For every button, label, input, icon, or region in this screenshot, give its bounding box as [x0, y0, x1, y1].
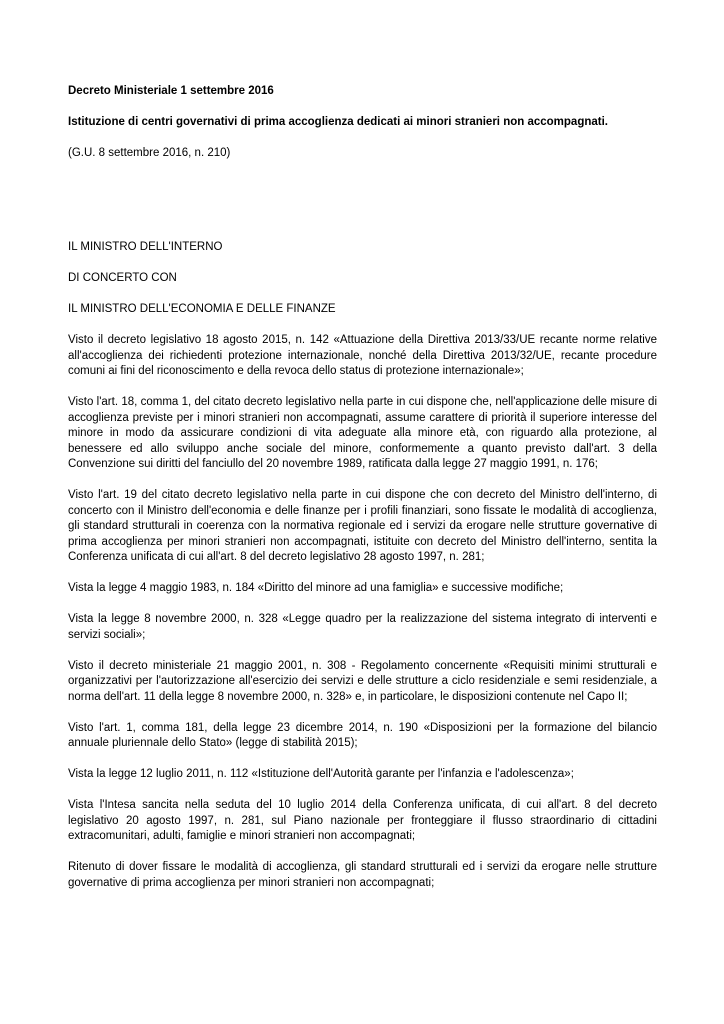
- paragraph-visto-art-18: Visto l'art. 18, comma 1, del citato decreto legislativo nella parte in cui dispone che, nell'applicazione delle misure di accoglienza previste per i minori stranieri non accompagnati, assume carattere di priorità il superiore interesse del minore in modo da assicurare condizioni di vita adeguate alla minore età, con riguardo alla protezione, al benessere ed allo sviluppo anche sociale del minore, conformemente a quanto previsto dall'art. 3 della Convenzione sui diritti del fanciullo del 20 novembre 1989, ratificata dalla legge 27 maggio 1991, n. 176;: [68, 396, 657, 470]
- paragraph-visto-dm-2001: Visto il decreto ministeriale 21 maggio 2001, n. 308 - Regolamento concernente «Requisiti minimi strutturali e organizzativi per l'autorizzazione all'esercizio dei servizi e delle strutture a ciclo residenziale e semi residenziale, a norma dell'art. 11 della legge 8 novembre 2000, n. 328» e, in particolare, le disposizioni contenute nel Capo II;: [68, 659, 657, 703]
- paragraph-visto-dlgs-142: Visto il decreto legislativo 18 agosto 2015, n. 142 «Attuazione della Direttiva 2013/33/UE recante norme relative all'accoglienza dei richiedenti protezione internazionale, nonché della Direttiva 2013/32/UE, recante procedure comuni ai fini del riconoscimento e della revoca dello status di protezione internazionale»;: [68, 334, 657, 377]
- paragraph-visto-art-19: Visto l'art. 19 del citato decreto legislativo nella parte in cui dispone che con decreto del Ministro dell'interno, di concerto con il Ministro dell'economia e delle finanze per i profili finanziari, sono fissate le modalità di accoglienza, gli standard strutturali in coerenza con la normativa regionale ed i servizi da erogare nelle strutture governative di prima accoglienza per minori stranieri non accompagnati, istituite con decreto del Ministro dell'interno, sentita la Conferenza unificata di cui all'art. 8 del decreto legislativo 28 agosto 1997, n. 281;: [68, 489, 657, 563]
- vertical-spacer: [68, 177, 657, 240]
- paragraph-vista-legge-2000: Vista la legge 8 novembre 2000, n. 328 «Legge quadro per la realizzazione del sistema integrato di interventi e servizi sociali»;: [68, 613, 657, 641]
- paragraph-ritenuto: Ritenuto di dover fissare le modalità di accoglienza, gli standard strutturali ed i servizi da erogare nelle strutture governative di prima accoglienza per minori stranieri non accompagnati;: [68, 861, 657, 889]
- preamble-di-concerto: DI CONCERTO CON: [68, 272, 177, 284]
- paragraph-visto-art-1-comma-181: Visto l'art. 1, comma 181, della legge 23 dicembre 2014, n. 190 «Disposizioni per la formazione del bilancio annuale pluriennale dello Stato» (legge di stabilità 2015);: [68, 721, 657, 749]
- paragraph-vista-intesa-2014: Vista l'Intesa sancita nella seduta del 10 luglio 2014 della Conferenza unificata, di cui all'art. 8 del decreto legislativo 20 agosto 1997, n. 281, sul Piano nazionale per fronteggiare il flusso straordinario di cittadini extracomunitari, adulti, famiglie e minori stranieri non accompagnati;: [68, 799, 657, 842]
- paragraph-vista-legge-1983: Vista la legge 4 maggio 1983, n. 184 «Diritto del minore ad una famiglia» e successive modifiche;: [68, 582, 564, 594]
- document-title: Decreto Ministeriale 1 settembre 2016: [68, 85, 274, 97]
- preamble-minister-interior: IL MINISTRO DELL'INTERNO: [68, 241, 223, 253]
- gazette-reference: (G.U. 8 settembre 2016, n. 210): [68, 147, 231, 159]
- paragraph-vista-legge-2011: Vista la legge 12 luglio 2011, n. 112 «Istituzione dell'Autorità garante per l'infanzia e l'adolescenza»;: [68, 768, 574, 780]
- preamble-minister-economy: IL MINISTRO DELL'ECONOMIA E DELLE FINANZE: [68, 303, 336, 315]
- document-subtitle: Istituzione di centri governativi di prima accoglienza dedicati ai minori stranieri non accompagnati.: [68, 116, 608, 128]
